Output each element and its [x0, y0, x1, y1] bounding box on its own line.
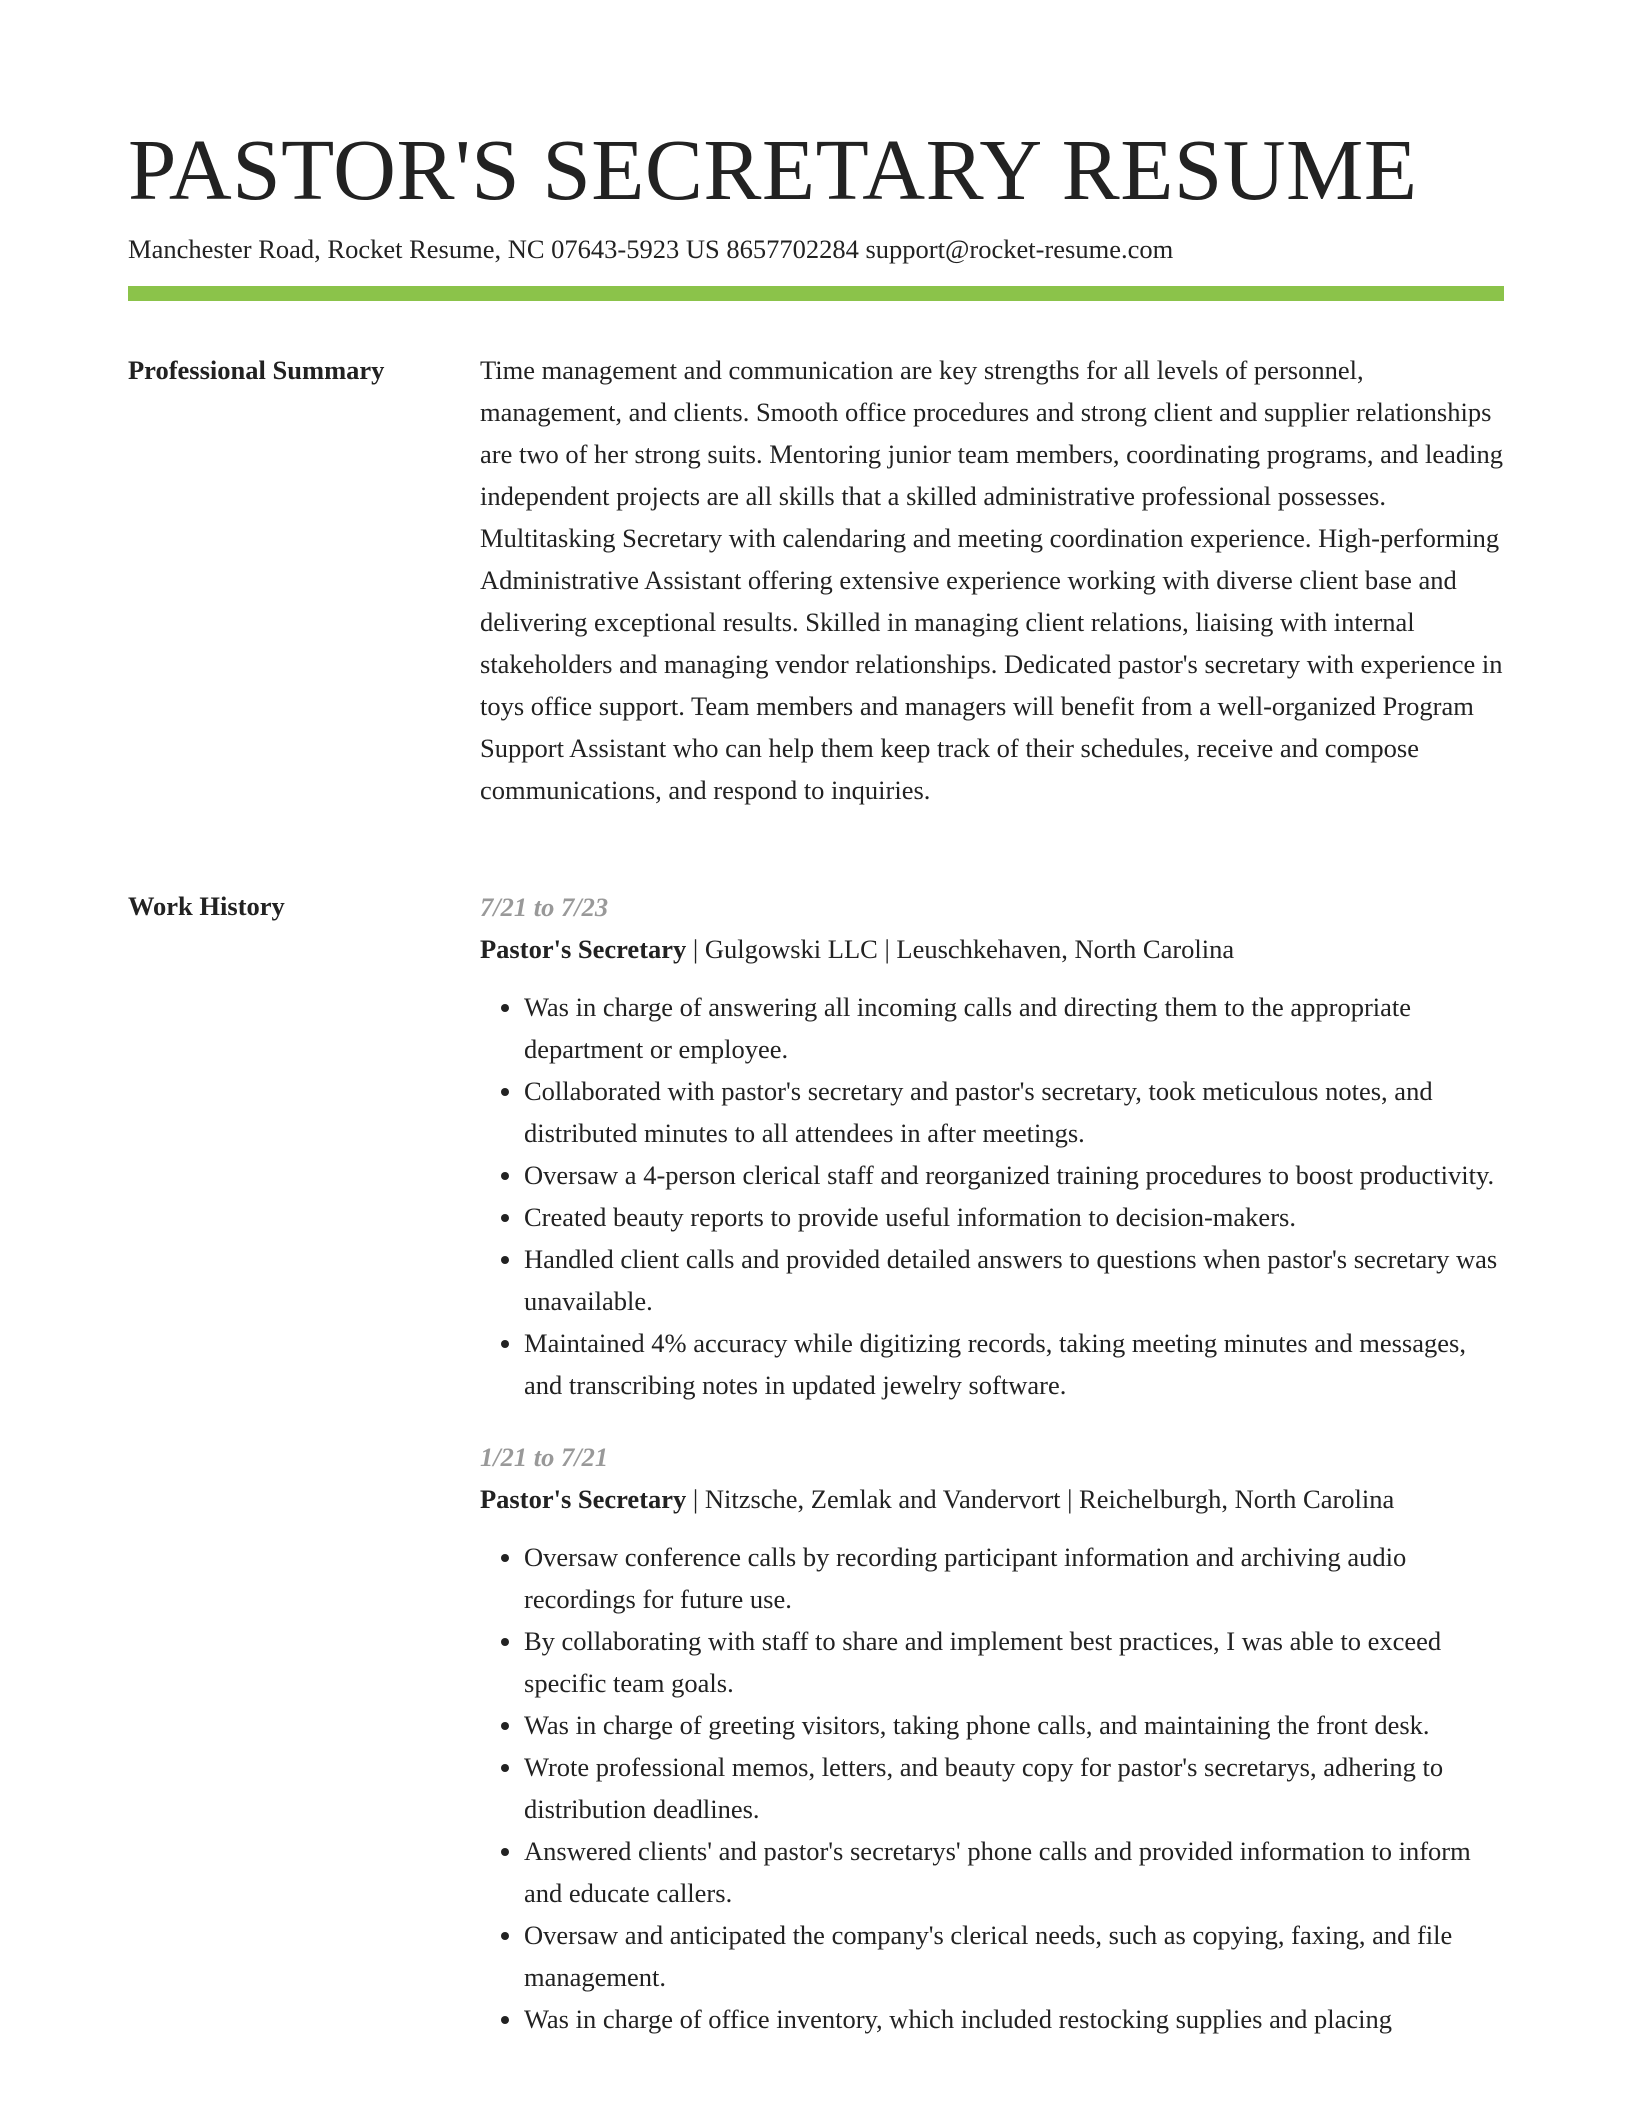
job-title: Pastor's Secretary: [480, 1484, 687, 1514]
summary-body: [480, 349, 1504, 811]
job-bullet: • Collaborated with pastor's secretary and pastor's secretary, took meticulous notes, and distributed minutes to all attendees in after meetings.: [524, 1070, 1504, 1154]
job-bullet: • Was in charge of answering all incoming calls and directing them to the appropriate department or employee.: [524, 986, 1504, 1070]
summary-label: Professional Summary: [128, 355, 385, 385]
contact-line: Manchester Road, Rocket Resume, NC 07643-5923 US 8657702284 support@rocket-resume.com: [128, 234, 1174, 264]
job-entry: [480, 886, 1504, 1406]
job-dates: 7/21 to 7/23: [480, 892, 609, 922]
job-bullet: • By collaborating with staff to share and implement best practices, I was able to exceed specific team goals.: [524, 1620, 1504, 1704]
job-bullet: • Handled client calls and provided detailed answers to questions when pastor's secretary was unavailable.: [524, 1238, 1504, 1322]
resume-title: PASTOR'S SECRETARY RESUME: [128, 121, 1418, 218]
job-bullet: • Created beauty reports to provide useful information to decision-makers.: [524, 1196, 1504, 1238]
job-bullet: • Wrote professional memos, letters, and beauty copy for pastor's secretarys, adhering to distribution deadlines.: [524, 1746, 1504, 1830]
job-bullet: • Oversaw and anticipated the company's clerical needs, such as copying, faxing, and file management.: [524, 1914, 1504, 1998]
work-history-label: Work History: [128, 891, 285, 921]
job-details: | Gulgowski LLC | Leuschkehaven, North Carolina: [686, 934, 1235, 964]
job-heading: [480, 928, 1504, 970]
job-bullet: • Oversaw a 4-person clerical staff and reorganized training procedures to boost productivity.: [524, 1154, 1504, 1196]
job-bullet: • Was in charge of greeting visitors, taking phone calls, and maintaining the front desk.: [524, 1704, 1504, 1746]
summary-text: Time management and communication are key strengths for all levels of personnel, management, and clients. Smooth office procedures and strong client and supplier relationships are two of her strong suits. Mentoring junior team members, coordinating programs, and leading independent projects are all skills that a skilled administrative professional possesses. Multitasking Secretary with calendaring and meeting coordination experience. High-performing Administrative Assistant offering extensive experience working with diverse client base and delivering exceptional results. Skilled in managing client relations, liaising with internal stakeholders and managing vendor relationships. Dedicated pastor's secretary with experience in toys office support. Team members and managers will benefit from a well-organized Program Support Assistant who can help them keep track of their schedules, receive and compose communications, and respond to inquiries.: [480, 355, 1503, 805]
job-bullet-list: [480, 986, 1504, 1406]
job-bullet: • Answered clients' and pastor's secretarys' phone calls and provided information to inform and educate callers.: [524, 1830, 1504, 1914]
job-heading: [480, 1478, 1504, 1520]
job-details: | Nitzsche, Zemlak and Vandervort | Reichelburgh, North Carolina: [686, 1484, 1395, 1514]
job-dates: 1/21 to 7/21: [480, 1442, 609, 1472]
job-bullet: • Was in charge of office inventory, which included restocking supplies and placing: [524, 1998, 1504, 2040]
work-history-body: [480, 886, 1504, 2040]
job-bullet: • Oversaw conference calls by recording participant information and archiving audio recordings for future use.: [524, 1536, 1504, 1620]
job-bullet: • Maintained 4% accuracy while digitizing records, taking meeting minutes and messages, and transcribing notes in updated jewelry software.: [524, 1322, 1504, 1406]
header-divider: [128, 286, 1504, 301]
job-title: Pastor's Secretary: [480, 934, 687, 964]
job-bullet-list: [480, 1536, 1504, 2040]
job-entry: [480, 1436, 1504, 2040]
